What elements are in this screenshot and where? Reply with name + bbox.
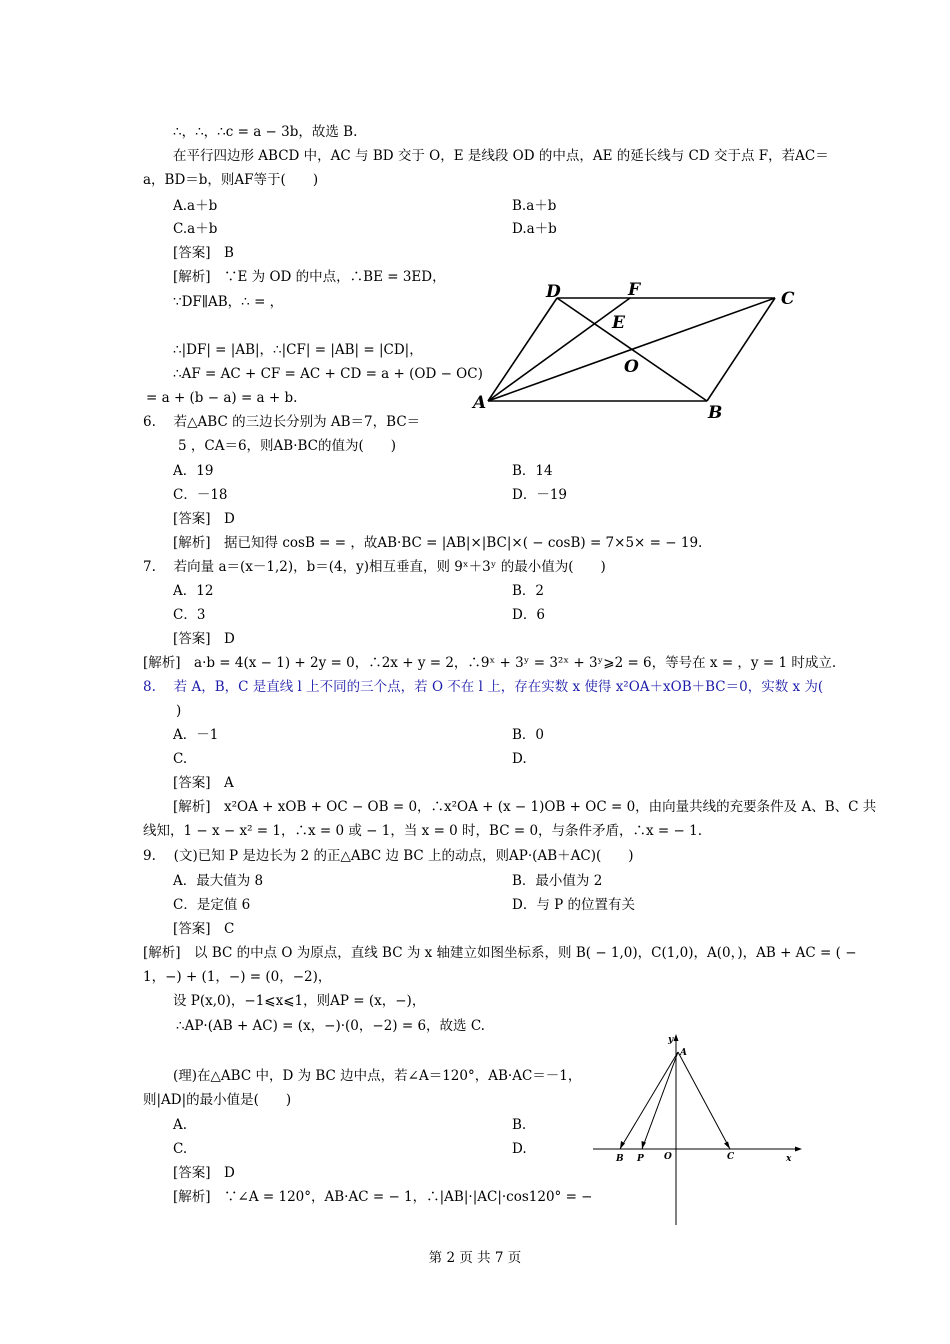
option-c: C．3 bbox=[173, 607, 206, 623]
question-9: 9. (文)已知 P 是边长为 2 的正△ABC 边 BC 上的动点，则AP·(AB＋AC)( ) bbox=[143, 848, 634, 864]
diagonal-bd bbox=[557, 298, 707, 401]
option-d: D．－19 bbox=[512, 487, 568, 503]
option-d: D．与 P 的位置有关 bbox=[512, 897, 635, 913]
label-x: x bbox=[786, 1154, 792, 1164]
text-line: 5 ，CA＝6，则AB·BC的值为( ) bbox=[178, 438, 397, 454]
analysis: [解析] 据已知得 cosB = = ，故AB·BC = |AB|×|BC|×( − cosB) = 7×5× = − 19. bbox=[173, 535, 703, 551]
option-d: D.a＋b bbox=[512, 221, 557, 237]
coordinate-figure bbox=[588, 1030, 808, 1230]
option-a: A.a＋b bbox=[173, 198, 218, 214]
option-a: A. bbox=[173, 1117, 188, 1133]
option-c: C. bbox=[173, 751, 188, 767]
arrow-ac bbox=[724, 1142, 730, 1150]
text-line: a，BD＝b，则AF等于( ) bbox=[143, 172, 319, 188]
label-b: B bbox=[708, 403, 723, 423]
label-f: F bbox=[628, 280, 641, 300]
label-a: A bbox=[473, 393, 487, 413]
label-a: A bbox=[680, 1048, 687, 1058]
option-a: A．－1 bbox=[173, 727, 219, 743]
label-d: D bbox=[546, 282, 561, 302]
option-c: C.a＋b bbox=[173, 221, 218, 237]
option-c: C．－18 bbox=[173, 487, 228, 503]
option-d: D. bbox=[512, 751, 527, 767]
option-b: B．最小值为 2 bbox=[512, 873, 603, 889]
label-c: C bbox=[727, 1152, 735, 1162]
option-b: B. bbox=[512, 1117, 527, 1133]
segment-ap bbox=[642, 1052, 678, 1149]
analysis: [解析] 以 BC 的中点 O 为原点，直线 BC 为 x 轴建立如图坐标系，则 B( − 1,0)，C(1,0)，A(0，)，AB + AC = ( − bbox=[143, 945, 857, 961]
text-line: 1，−) + (1，−) = (0，−2)， bbox=[143, 969, 332, 985]
arrow-ap bbox=[642, 1141, 647, 1149]
question-6: 6. 若△ABC 的三边长分别为 AB＝7，BC＝ bbox=[143, 414, 421, 430]
text-line: 设 P(x,0)，−1⩽x⩽1，则AP = (x，−)， bbox=[173, 993, 426, 1009]
option-b: B．0 bbox=[512, 727, 545, 743]
text-line: 线知，1 − x − x² = 1，∴x = 0 或 − 1，当 x = 0 时，BC = 0，与条件矛盾，∴x = − 1. bbox=[143, 823, 703, 839]
answer: [答案] D bbox=[173, 631, 235, 647]
segment-ab bbox=[620, 1052, 678, 1149]
label-c: C bbox=[781, 289, 795, 309]
text-line: ∴AP·(AB + AC) = (x，−)·(0，−2) = 6，故选 C. bbox=[176, 1018, 485, 1034]
side-da bbox=[488, 298, 557, 401]
label-o: O bbox=[624, 357, 639, 377]
question-8: 8. 若 A，B，C 是直线 l 上不同的三个点，若 O 不在 l 上，存在实数 x 使得 x²OA＋xOB＋BC＝0，实数 x 为( bbox=[143, 679, 824, 695]
answer: [答案] D bbox=[173, 511, 235, 527]
answer: [答案] C bbox=[173, 921, 235, 937]
label-p: P bbox=[637, 1154, 644, 1164]
question-7: 7. 若向量 a＝(x－1,2)，b＝(4，y)相互垂直，则 9ˣ＋3ʸ 的最小值为( ) bbox=[143, 559, 606, 575]
analysis: [解析] ∵E 为 OD 的中点，∴BE = 3ED， bbox=[173, 269, 446, 285]
analysis: [解析] a·b = 4(x − 1) + 2y = 0，∴2x + y = 2，∴9ˣ + 3ʸ = 3²ˣ + 3ʸ⩾2 = 6，等号在 x = ，y = 1 时成立. bbox=[143, 655, 837, 671]
option-b: B．2 bbox=[512, 583, 545, 599]
text-line: ) bbox=[176, 703, 182, 719]
option-c: C．是定值 6 bbox=[173, 897, 251, 913]
answer: [答案] A bbox=[173, 775, 234, 791]
option-b: B．14 bbox=[512, 463, 553, 479]
text-line: ∵DF∥AB，∴ = ， bbox=[173, 294, 284, 310]
option-c: C. bbox=[173, 1141, 188, 1157]
text-line: ∴|DF| = |AB|，∴|CF| = |AB| = |CD|， bbox=[173, 342, 423, 358]
option-b: B.a＋b bbox=[512, 198, 557, 214]
text-line: = a + (b − a) = a + b. bbox=[146, 390, 298, 406]
arrow-x bbox=[795, 1147, 802, 1152]
analysis: [解析] x²OA + xOB + OC − OB = 0，∴x²OA + (x − 1)OB + OC = 0，由向量共线的充要条件及 A、B、C 共 bbox=[173, 799, 877, 815]
option-a: A．19 bbox=[173, 463, 214, 479]
question-9-li: (理)在△ABC 中，D 为 BC 边中点，若∠A＝120°，AB·AC＝－1， bbox=[173, 1068, 582, 1084]
answer: [答案] B bbox=[173, 245, 234, 261]
analysis: [解析] ∵∠A = 120°，AB·AC = − 1，∴|AB|·|AC|·cos120° = − bbox=[173, 1189, 593, 1205]
text-line: 则|AD|的最小值是( ) bbox=[143, 1092, 292, 1108]
answer: [答案] D bbox=[173, 1165, 235, 1181]
option-a: A．12 bbox=[173, 583, 214, 599]
label-b: B bbox=[616, 1154, 624, 1164]
text-line: 在平行四边形 ABCD 中，AC 与 BD 交于 O，E 是线段 OD 的中点，AE 的延长线与 CD 交于点 F，若AC＝ bbox=[173, 148, 829, 164]
option-d: D. bbox=[512, 1141, 527, 1157]
segment-ac bbox=[678, 1052, 730, 1149]
label-y: y bbox=[668, 1035, 674, 1045]
label-o: O bbox=[664, 1152, 672, 1162]
option-d: D．6 bbox=[512, 607, 545, 623]
line-af bbox=[488, 298, 630, 401]
parallelogram-figure bbox=[470, 278, 810, 423]
side-bc bbox=[707, 298, 775, 401]
text-line: ∴AF = AC + CF = AC + CD = a + (OD − OC) bbox=[173, 366, 483, 382]
text-line: ∴，∴，∴c = a − 3b，故选 B. bbox=[173, 124, 358, 140]
label-e: E bbox=[612, 313, 625, 333]
option-a: A．最大值为 8 bbox=[173, 873, 264, 889]
page-number: 第 2 页 共 7 页 bbox=[428, 1250, 522, 1266]
arrow-y bbox=[674, 1034, 679, 1041]
